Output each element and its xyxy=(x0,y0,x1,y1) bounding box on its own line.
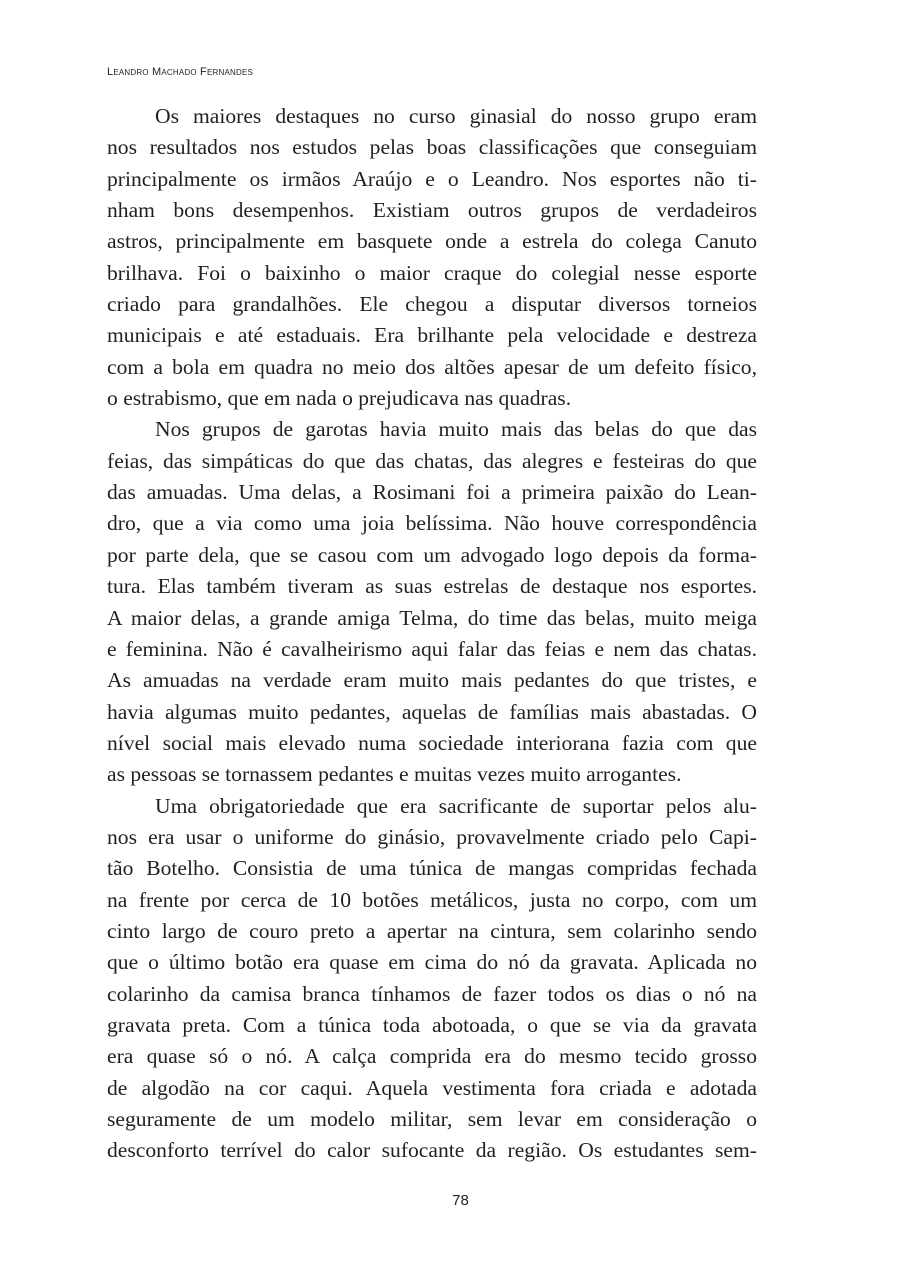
text-line: na frente por cerca de 10 botões metálicos, justa no corpo, com um xyxy=(107,887,757,912)
text-line: colarinho da camisa branca tínhamos de fazer todos os dias o nó na xyxy=(107,981,757,1006)
page-number: 78 xyxy=(452,1192,469,1209)
running-head xyxy=(107,66,253,78)
text-line: gravata preta. Com a túnica toda abotoada, o que se via da gravata xyxy=(107,1012,757,1037)
text-line: feias, das simpáticas do que das chatas, das alegres e festeiras do que xyxy=(107,448,757,473)
text-line: A maior delas, a grande amiga Telma, do time das belas, muito meiga xyxy=(107,605,757,630)
text-line: tura. Elas também tiveram as suas estrelas de destaque nos esportes. xyxy=(107,574,757,599)
text-line: astros, principalmente em basquete onde a estrela do colega Canuto xyxy=(107,229,757,254)
text-line: Uma obrigatoriedade que era sacrificante de suportar pelos alu- xyxy=(155,793,757,818)
text-line: nos resultados nos estudos pelas boas classificações que conseguiam xyxy=(107,135,757,160)
text-line: que o último botão era quase em cima do nó da gravata. Aplicada no xyxy=(107,950,757,975)
text-line: o estrabismo, que em nada o prejudicava nas quadras. xyxy=(107,386,572,411)
text-line: cinto largo de couro preto a apertar na cintura, sem colarinho sendo xyxy=(107,918,757,943)
text-line: Os maiores destaques no curso ginasial do nosso grupo eram xyxy=(155,104,757,128)
text-line: as pessoas se tornassem pedantes e muitas vezes muito arrogantes. xyxy=(107,762,682,787)
text-line: com a bola em quadra no meio dos altões apesar de um defeito físico, xyxy=(107,354,757,379)
text-line: desconforto terrível do calor sufocante da região. Os estudantes sem- xyxy=(107,1138,757,1163)
text-line: por parte dela, que se casou com um advogado logo depois da forma- xyxy=(107,542,757,567)
text-line: As amuadas na verdade eram muito mais pedantes do que tristes, e xyxy=(107,668,757,693)
text-line: seguramente de um modelo militar, sem levar em consideração o xyxy=(107,1107,757,1131)
text-line: de algodão na cor caqui. Aquela vestimenta fora criada e adotada xyxy=(107,1075,757,1100)
text-line: e feminina. Não é cavalheirismo aqui falar das feias e nem das chatas. xyxy=(107,636,757,661)
text-line: Nos grupos de garotas havia muito mais das belas do que das xyxy=(155,417,757,442)
text-line: das amuadas. Uma delas, a Rosimani foi a primeira paixão do Lean- xyxy=(107,480,757,505)
text-line: havia algumas muito pedantes, aquelas de famílias mais abastadas. O xyxy=(107,699,757,724)
text-line: tão Botelho. Consistia de uma túnica de mangas compridas fechada xyxy=(107,856,757,881)
text-line: principalmente os irmãos Araújo e o Leandro. Nos esportes não ti- xyxy=(107,166,757,191)
paragraph-1 xyxy=(107,101,757,414)
paragraph-3 xyxy=(107,791,757,1167)
text-line: brilhava. Foi o baixinho o maior craque do colegial nesse esporte xyxy=(107,260,757,285)
text-line: nham bons desempenhos. Existiam outros grupos de verdadeiros xyxy=(107,198,757,223)
body-text xyxy=(107,101,757,1167)
text-line: municipais e até estaduais. Era brilhante pela velocidade e destreza xyxy=(107,323,757,348)
text-line: dro, que a via como uma joia belíssima. Não houve correspondência xyxy=(107,511,757,536)
text-line: era quase só o nó. A calça comprida era do mesmo tecido grosso xyxy=(107,1044,757,1069)
text-line: nos era usar o uniforme do ginásio, provavelmente criado pelo Capi- xyxy=(107,824,757,849)
text-line: criado para grandalhões. Ele chegou a disputar diversos torneios xyxy=(107,292,757,317)
running-head-text: Leandro Machado Fernandes xyxy=(107,66,254,78)
text-line: nível social mais elevado numa sociedade interiorana fazia com que xyxy=(107,730,757,755)
paragraph-2 xyxy=(107,414,757,790)
